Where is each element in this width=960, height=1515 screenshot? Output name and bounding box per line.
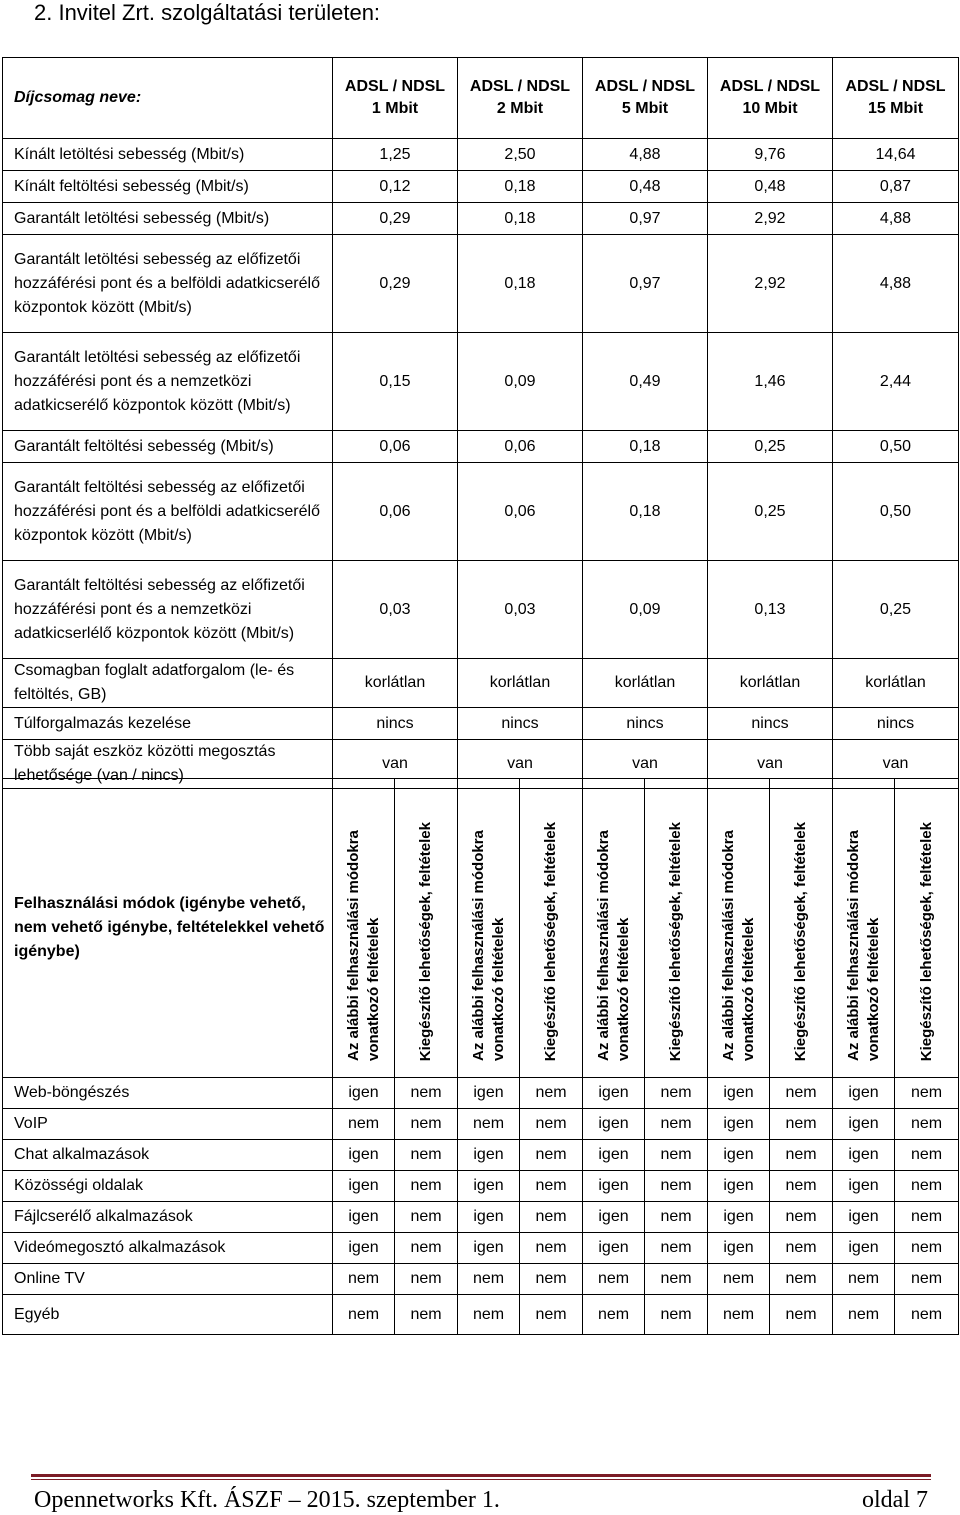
table-row — [3, 235, 959, 333]
cell-value: van — [708, 740, 833, 789]
vertical-header-text: Kiegészítő lehetőségek, feltételek — [542, 821, 559, 1061]
cell-value: nem — [770, 1233, 833, 1264]
cell-value: 0,29 — [333, 235, 458, 333]
usage-conditions-header — [458, 779, 520, 1078]
row-label: Garantált letöltési sebesség (Mbit/s) — [3, 203, 333, 235]
table-row — [3, 431, 959, 463]
cell-value: 0,29 — [333, 203, 458, 235]
table-row — [3, 203, 959, 235]
package-header: ADSL / NDSL 5 Mbit — [583, 58, 708, 139]
cell-value: igen — [458, 1233, 520, 1264]
cell-value: nem — [333, 1109, 395, 1140]
cell-value: igen — [458, 1078, 520, 1109]
cell-value: korlátlan — [708, 659, 833, 708]
cell-value: 0,49 — [583, 333, 708, 431]
cell-value: 1,25 — [333, 139, 458, 171]
cell-value: nem — [458, 1264, 520, 1295]
table-row — [3, 1264, 959, 1295]
cell-value: 0,03 — [333, 561, 458, 659]
cell-value: 2,44 — [833, 333, 959, 431]
cell-value: nem — [458, 1109, 520, 1140]
cell-value: 0,06 — [458, 431, 583, 463]
cell-value: 0,06 — [333, 463, 458, 561]
usage-modes-table — [2, 778, 959, 1335]
cell-value: nem — [520, 1233, 583, 1264]
cell-value: nincs — [708, 708, 833, 740]
cell-value: nem — [395, 1202, 458, 1233]
usage-mode-label: Online TV — [3, 1264, 333, 1295]
table-row — [3, 1140, 959, 1171]
extra-options-header — [770, 779, 833, 1078]
cell-value: nem — [833, 1295, 895, 1335]
cell-value: igen — [333, 1140, 395, 1171]
cell-value: igen — [583, 1078, 645, 1109]
cell-value: 0,18 — [458, 203, 583, 235]
cell-value: 0,12 — [333, 171, 458, 203]
table-row — [3, 463, 959, 561]
cell-value: nem — [895, 1140, 959, 1171]
cell-value: nem — [395, 1171, 458, 1202]
cell-value: 0,09 — [458, 333, 583, 431]
table-row — [3, 561, 959, 659]
cell-value: nem — [645, 1140, 708, 1171]
cell-value: nem — [770, 1202, 833, 1233]
cell-value: igen — [708, 1078, 770, 1109]
cell-value: nem — [583, 1295, 645, 1335]
cell-value: igen — [833, 1233, 895, 1264]
cell-value: igen — [833, 1171, 895, 1202]
package-specs-table — [2, 57, 959, 789]
cell-value: 2,50 — [458, 139, 583, 171]
row-label: Túlforgalmazás kezelése — [3, 708, 333, 740]
row-label: Csomagban foglalt adatforgalom (le- és feltöltés, GB) — [3, 659, 333, 708]
usage-mode-label: VoIP — [3, 1109, 333, 1140]
cell-value: nem — [895, 1264, 959, 1295]
cell-value: igen — [583, 1171, 645, 1202]
cell-value: nem — [645, 1171, 708, 1202]
cell-value: nem — [520, 1109, 583, 1140]
cell-value: igen — [833, 1140, 895, 1171]
vertical-header-text: Az alábbi felhasználási módokra vonatkozó feltételek — [344, 830, 382, 1061]
cell-value: 0,97 — [583, 203, 708, 235]
cell-value: 0,50 — [833, 431, 959, 463]
cell-value: 2,92 — [708, 235, 833, 333]
vertical-header-text: Kiegészítő lehetőségek, feltételek — [917, 821, 935, 1061]
cell-value: nem — [395, 1109, 458, 1140]
cell-value: igen — [333, 1233, 395, 1264]
table-row — [3, 171, 959, 203]
cell-value: 0,87 — [833, 171, 959, 203]
cell-value: nincs — [458, 708, 583, 740]
table-row — [3, 1109, 959, 1140]
cell-value: 1,46 — [708, 333, 833, 431]
cell-value: nem — [395, 1264, 458, 1295]
cell-value: 0,48 — [583, 171, 708, 203]
cell-value: 0,18 — [458, 171, 583, 203]
cell-value: 0,06 — [458, 463, 583, 561]
usage-mode-label: Egyéb — [3, 1295, 333, 1335]
cell-value: 4,88 — [833, 203, 959, 235]
table-header-row — [3, 779, 959, 1078]
usage-conditions-header — [583, 779, 645, 1078]
cell-value: van — [583, 740, 708, 789]
cell-value: nem — [645, 1233, 708, 1264]
row-label: Garantált letöltési sebesség az előfizetői hozzáférési pont és a nemzetközi adatkicserélő központok között (Mbit/s) — [3, 333, 333, 431]
cell-value: 4,88 — [583, 139, 708, 171]
vertical-header-text: Kiegészítő lehetőségek, feltételek — [667, 821, 684, 1061]
table-header-row — [3, 58, 959, 139]
row-label: Garantált letöltési sebesség az előfizetői hozzáférési pont és a belföldi adatkicserélő központok között (Mbit/s) — [3, 235, 333, 333]
cell-value: 0,15 — [333, 333, 458, 431]
table-row — [3, 708, 959, 740]
cell-value: nem — [395, 1295, 458, 1335]
cell-value: 0,97 — [583, 235, 708, 333]
usage-mode-label: Web-böngészés — [3, 1078, 333, 1109]
cell-value: 0,50 — [833, 463, 959, 561]
package-header: ADSL / NDSL 10 Mbit — [708, 58, 833, 139]
cell-value: nem — [583, 1264, 645, 1295]
footer-rule-thin — [31, 1479, 931, 1480]
cell-value: nem — [770, 1109, 833, 1140]
cell-value: igen — [708, 1171, 770, 1202]
cell-value: 0,09 — [583, 561, 708, 659]
vertical-header-text: Az alábbi felhasználási módokra vonatkozó feltételek — [594, 830, 632, 1061]
cell-value: igen — [583, 1233, 645, 1264]
cell-value: 0,25 — [708, 431, 833, 463]
cell-value: igen — [583, 1202, 645, 1233]
cell-value: nem — [833, 1264, 895, 1295]
table-row — [3, 659, 959, 708]
row-label: Kínált letöltési sebesség (Mbit/s) — [3, 139, 333, 171]
cell-value: 0,48 — [708, 171, 833, 203]
cell-value: 0,18 — [458, 235, 583, 333]
section-heading: 2. Invitel Zrt. szolgáltatási területen: — [34, 0, 381, 25]
usage-modes-label: Felhasználási módok (igénybe vehető, nem vehető igénybe, feltételekkel vehető igénybe) — [3, 779, 333, 1078]
cell-value: van — [333, 740, 458, 789]
cell-value: nem — [520, 1264, 583, 1295]
cell-value: nem — [895, 1295, 959, 1335]
usage-conditions-header — [833, 779, 895, 1078]
cell-value: nincs — [583, 708, 708, 740]
cell-value: nem — [520, 1078, 583, 1109]
footer-page-number: oldal 7 — [862, 1487, 928, 1513]
extra-options-header — [895, 779, 959, 1078]
usage-mode-label: Fájlcserélő alkalmazások — [3, 1202, 333, 1233]
table-row — [3, 1078, 959, 1109]
cell-value: 0,18 — [583, 431, 708, 463]
vertical-header-text: Az alábbi felhasználási módokra vonatkozó feltételek — [469, 830, 507, 1061]
cell-value: 2,92 — [708, 203, 833, 235]
extra-options-header — [395, 779, 458, 1078]
cell-value: nem — [895, 1202, 959, 1233]
cell-value: nem — [770, 1264, 833, 1295]
cell-value: 0,06 — [333, 431, 458, 463]
cell-value: nem — [770, 1078, 833, 1109]
cell-value: nem — [333, 1295, 395, 1335]
row-label: Garantált feltöltési sebesség az előfizetői hozzáférési pont és a belföldi adatkicserélő központok között (Mbit/s) — [3, 463, 333, 561]
usage-mode-label: Videómegosztó alkalmazások — [3, 1233, 333, 1264]
cell-value: igen — [333, 1202, 395, 1233]
cell-value: nem — [395, 1233, 458, 1264]
cell-value: igen — [458, 1202, 520, 1233]
vertical-header-text: Az alábbi felhasználási módokra vonatkozó feltételek — [844, 830, 882, 1061]
cell-value: igen — [333, 1171, 395, 1202]
cell-value: nem — [395, 1078, 458, 1109]
cell-value: nem — [333, 1264, 395, 1295]
row-label: Garantált feltöltési sebesség az előfizetői hozzáférési pont és a nemzetközi adatkicserlélő központok között (Mbit/s) — [3, 561, 333, 659]
cell-value: nem — [770, 1295, 833, 1335]
cell-value: 4,88 — [833, 235, 959, 333]
cell-value: nem — [708, 1264, 770, 1295]
extra-options-header — [520, 779, 583, 1078]
vertical-header-text: Az alábbi felhasználási módokra vonatkozó feltételek — [719, 830, 757, 1061]
cell-value: nem — [645, 1295, 708, 1335]
cell-value: nem — [770, 1171, 833, 1202]
vertical-header-text: Kiegészítő lehetőségek, feltételek — [417, 821, 434, 1061]
cell-value: igen — [583, 1140, 645, 1171]
cell-value: igen — [708, 1140, 770, 1171]
cell-value: 0,25 — [833, 561, 959, 659]
cell-value: nem — [895, 1078, 959, 1109]
cell-value: 0,03 — [458, 561, 583, 659]
cell-value: 9,76 — [708, 139, 833, 171]
usage-conditions-header — [708, 779, 770, 1078]
cell-value: nem — [895, 1233, 959, 1264]
cell-value: igen — [458, 1171, 520, 1202]
cell-value: 0,13 — [708, 561, 833, 659]
table-row — [3, 139, 959, 171]
cell-value: nem — [645, 1264, 708, 1295]
cell-value: nem — [520, 1171, 583, 1202]
cell-value: nem — [645, 1078, 708, 1109]
package-header: ADSL / NDSL 15 Mbit — [833, 58, 959, 139]
usage-mode-label: Chat alkalmazások — [3, 1140, 333, 1171]
package-header: ADSL / NDSL 2 Mbit — [458, 58, 583, 139]
cell-value: igen — [708, 1109, 770, 1140]
extra-options-header — [645, 779, 708, 1078]
cell-value: igen — [708, 1233, 770, 1264]
footer-company-date: Opennetworks Kft. ÁSZF – 2015. szeptember 1. — [34, 1487, 500, 1513]
cell-value: igen — [458, 1140, 520, 1171]
package-header: ADSL / NDSL 1 Mbit — [333, 58, 458, 139]
cell-value: igen — [833, 1202, 895, 1233]
table-row — [3, 1233, 959, 1264]
cell-value: nem — [520, 1140, 583, 1171]
cell-value: nincs — [333, 708, 458, 740]
cell-value: igen — [833, 1078, 895, 1109]
package-name-label: Díjcsomag neve: — [3, 58, 333, 139]
row-label: Garantált feltöltési sebesség (Mbit/s) — [3, 431, 333, 463]
cell-value: nem — [458, 1295, 520, 1335]
cell-value: korlátlan — [833, 659, 959, 708]
usage-mode-label: Közösségi oldalak — [3, 1171, 333, 1202]
cell-value: nem — [708, 1295, 770, 1335]
cell-value: nem — [520, 1295, 583, 1335]
table-row — [3, 1202, 959, 1233]
row-label: Több saját eszköz közötti megosztás lehetősége (van / nincs) — [3, 740, 333, 789]
table-row — [3, 1295, 959, 1335]
cell-value: 0,18 — [583, 463, 708, 561]
table-row — [3, 333, 959, 431]
footer-rule — [31, 1474, 931, 1477]
cell-value: van — [833, 740, 959, 789]
cell-value: nem — [520, 1202, 583, 1233]
cell-value: igen — [583, 1109, 645, 1140]
cell-value: korlátlan — [583, 659, 708, 708]
cell-value: korlátlan — [458, 659, 583, 708]
cell-value: nem — [395, 1140, 458, 1171]
cell-value: nincs — [833, 708, 959, 740]
cell-value: 0,25 — [708, 463, 833, 561]
cell-value: igen — [333, 1078, 395, 1109]
cell-value: nem — [770, 1140, 833, 1171]
cell-value: nem — [645, 1202, 708, 1233]
cell-value: igen — [708, 1202, 770, 1233]
vertical-header-text: Kiegészítő lehetőségek, feltételek — [792, 821, 809, 1061]
cell-value: igen — [833, 1109, 895, 1140]
cell-value: korlátlan — [333, 659, 458, 708]
cell-value: nem — [645, 1109, 708, 1140]
cell-value: nem — [895, 1171, 959, 1202]
usage-conditions-header — [333, 779, 395, 1078]
table-row — [3, 1171, 959, 1202]
cell-value: nem — [895, 1109, 959, 1140]
cell-value: van — [458, 740, 583, 789]
cell-value: 14,64 — [833, 139, 959, 171]
row-label: Kínált feltöltési sebesség (Mbit/s) — [3, 171, 333, 203]
